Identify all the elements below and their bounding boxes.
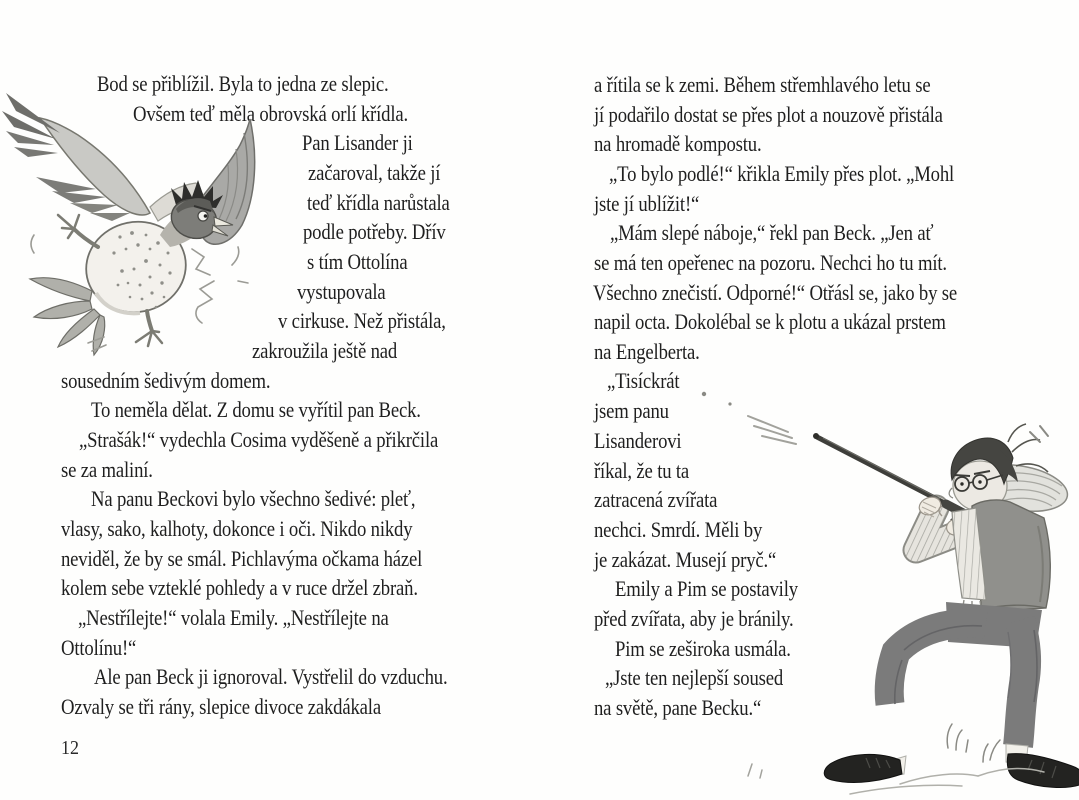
text-line: „Nestřílejte!“ volala Emily. „Nestřílejte na (78, 605, 389, 630)
text-line: jste jí ublížit!“ (594, 191, 700, 216)
text-line: se za maliní. (61, 457, 153, 482)
text-line: a řítila se k zemi. Během střemhlavého letu se (594, 72, 931, 97)
text-line: „To bylo podlé!“ křikla Emily přes plot. „Mohl (609, 161, 955, 186)
text-line: sousedním šedivým domem. (61, 368, 271, 393)
text-line: Emily a Pim se postavily (615, 576, 798, 601)
text-line: „Jste ten nejlepší soused (605, 665, 784, 690)
text-line: napil octa. Dokolébal se k plotu a ukázal prstem (594, 309, 946, 334)
text-line: Na panu Beckovi bylo všechno šedivé: pleť, (91, 486, 416, 511)
text-line: To neměla dělat. Z domu se vyřítil pan Beck. (91, 397, 421, 422)
text-line: Ovšem teď měla obrovská orlí křídla. (133, 101, 408, 126)
text-line: na světě, pane Becku.“ (594, 695, 762, 720)
text-line: Bod se přiblížil. Byla to jedna ze slepic. (97, 71, 389, 96)
text-line: jsem panu (594, 398, 669, 423)
text-line: „Strašák!“ vydechla Cosima vyděšeně a přikrčila (79, 427, 439, 452)
trousers (889, 602, 1042, 746)
page-number: 12 (61, 737, 79, 759)
text-line: vystupovala (297, 279, 386, 304)
text-line: zakroužila ještě nad (252, 338, 398, 363)
text-line: jí podařilo dostat se přes plot a nouzově přistála (594, 102, 943, 127)
text-line: „Mám slepé náboje,“ řekl pan Beck. „Jen ať (610, 220, 934, 245)
text-line: Ale pan Beck ji ignoroval. Vystřelil do vzduchu. (94, 664, 448, 689)
text-line: na hromadě kompostu. (594, 131, 762, 156)
text-line: říkal, že tu ta (594, 458, 690, 483)
text-line: „Tisíckrát (607, 368, 680, 393)
text-line: v cirkuse. Než přistála, (278, 308, 446, 333)
text-line: před zvířata, aby je bránily. (594, 606, 794, 631)
text-line: zatracená zvířata (594, 487, 718, 512)
text-line: je zakázat. Musejí pryč.“ (594, 547, 777, 572)
muzzle-smoke (702, 392, 796, 444)
text-line: začaroval, takže jí (308, 160, 441, 185)
text-line: Lisanderovi (594, 428, 682, 453)
text-line: Pim se zeširoka usmála. (615, 636, 791, 661)
text-line: teď křídla narůstala (307, 190, 450, 215)
text-line: podle potřeby. Dřív (303, 219, 446, 244)
text-line: Ozvaly se tři rány, slepice divoce zakdákala (61, 694, 381, 719)
text-line: Ottolínu!“ (61, 635, 137, 660)
socks (886, 744, 1028, 776)
text-line: se má ten opeřenec na pozoru. Nechci ho tu mít. (594, 250, 947, 275)
text-line: vlasy, sako, kalhoty, dokonce i oči. Nikdo nikdy (61, 516, 413, 541)
text-line: nechci. Smrdí. Měli by (594, 517, 763, 542)
text-line: kolem sebe vzteklé pohledy a v ruce držel zbraň. (61, 575, 418, 600)
winged-chicken-illustration (0, 85, 330, 397)
text-line: Všechno znečistí. Odporné!“ Otřásl se, jako by se (593, 280, 957, 305)
text-line: na Engelberta. (594, 339, 700, 364)
left-wing (2, 93, 150, 221)
text-line: s tím Ottolína (307, 249, 408, 274)
man-with-rifle-illustration (690, 380, 1079, 800)
text-line: Pan Lisander ji (302, 130, 413, 155)
text-line: neviděl, že by se smál. Pichlavýma očkama házel (61, 546, 423, 571)
